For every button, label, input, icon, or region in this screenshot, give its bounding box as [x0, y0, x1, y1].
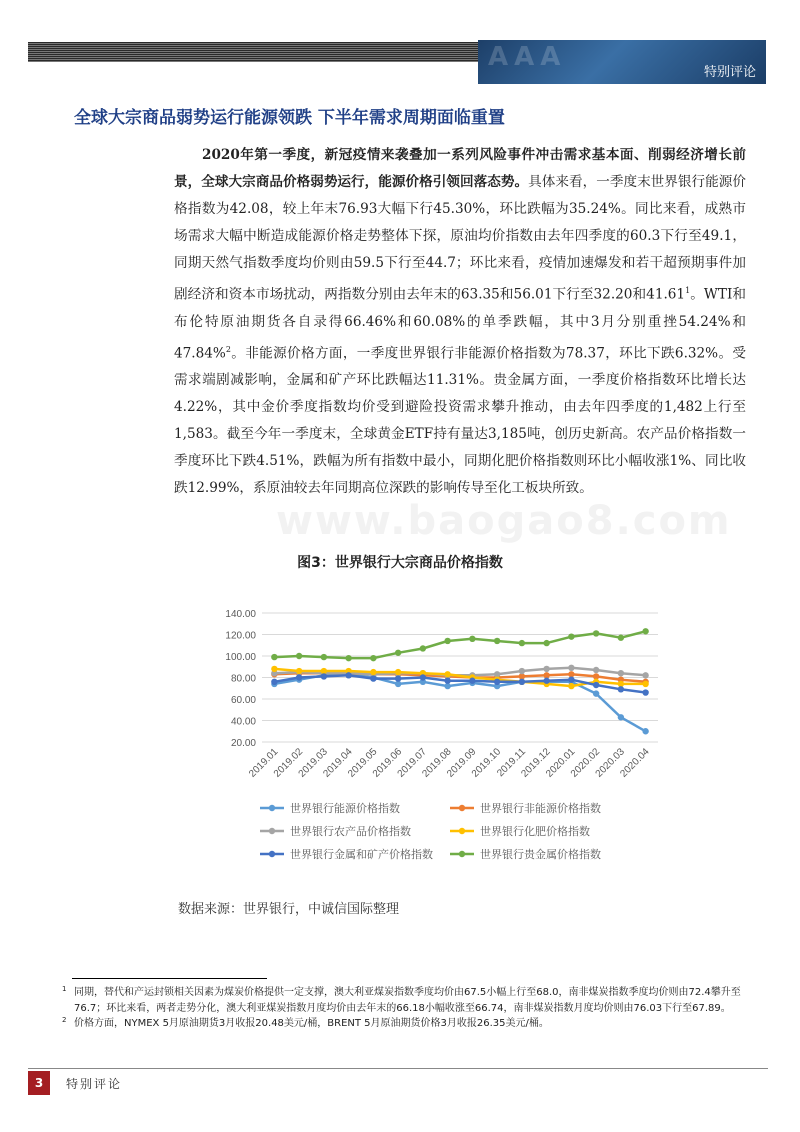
series-line [274, 631, 645, 658]
data-point [568, 676, 574, 682]
data-point [519, 679, 525, 685]
data-point [469, 678, 475, 684]
data-point [296, 674, 302, 680]
data-point [568, 633, 574, 639]
lead-sentence: 2020年第一季度，新冠疫情来袭叠加一系列风险事件冲击需求基本面、削弱经济增长前景，全球大宗商品价格弱势运行，能源价格引领回落态势。 [174, 147, 746, 190]
data-point [642, 689, 648, 695]
data-point [593, 667, 599, 673]
data-point [543, 678, 549, 684]
data-point [618, 686, 624, 692]
x-tick-label: 2019.09 [445, 746, 479, 780]
data-point [370, 655, 376, 661]
data-point [296, 668, 302, 674]
data-point [444, 671, 450, 677]
data-source: 数据来源：世界银行，中诚信国际整理 [178, 902, 400, 917]
footnote-ref-2[interactable]: 2 [225, 344, 231, 354]
data-point [642, 728, 648, 734]
data-point [321, 673, 327, 679]
x-tick-label: 2020.04 [618, 746, 652, 780]
y-tick-label: 100.00 [225, 652, 256, 663]
header-stripe-bar [28, 42, 478, 62]
data-point [420, 645, 426, 651]
data-point [618, 714, 624, 720]
data-point [618, 670, 624, 676]
data-point [370, 675, 376, 681]
body-paragraph [174, 142, 746, 502]
footnote-divider [72, 978, 267, 979]
legend-label: 世界银行贵金属价格指数 [480, 848, 601, 861]
data-point [271, 654, 277, 660]
x-tick-label: 2019.10 [469, 746, 504, 780]
legend-marker [459, 805, 465, 811]
data-point [420, 674, 426, 680]
x-tick-label: 2019.11 [495, 746, 528, 780]
figure-title: 图3：世界银行大宗商品价格指数 [297, 555, 503, 571]
x-tick-label: 2019.06 [370, 746, 405, 780]
footnote-ref-1[interactable]: 1 [685, 286, 691, 295]
footer-label: 特别评论 [66, 1077, 123, 1091]
legend-label: 世界银行能源价格指数 [290, 802, 400, 815]
data-point [321, 654, 327, 660]
header-section-label: 特别评论 [703, 65, 756, 80]
legend-marker [459, 828, 465, 834]
y-tick-label: 20.00 [230, 738, 256, 749]
y-tick-label: 40.00 [230, 716, 256, 728]
legend-label: 世界银行金属和矿产价格指数 [290, 848, 433, 861]
y-tick-label: 120.00 [225, 630, 256, 642]
article-title: 全球大宗商品弱势运行能源领跌 下半年需求周期面临重置 [74, 108, 505, 128]
data-point [593, 630, 599, 636]
data-point [543, 640, 549, 646]
footnote-marker: 1 [62, 985, 67, 993]
x-tick-label: 2019.03 [296, 746, 330, 780]
footnote-text: 价格方面，NYMEX 5月原油期货3月收报20.48美元/桶，BRENT 5月原油期货价格3月收报26.35美元/桶。 [74, 1018, 549, 1029]
data-point [568, 665, 574, 671]
x-tick-label: 2019.04 [321, 746, 355, 780]
footnote-text: 同期，替代和产运封锁相关因素为煤炭价格提供一定支撑，澳大利亚煤炭指数季度均价由67.5小幅上行至68.0，南非煤炭指数季度均价则由72.4攀升至76.7；环比来看，两者走势分化，澳大利亚煤炭指数月度均价由去年末的66.18小幅收涨至66.74，南非煤炭指数月度均价则由76.03下行至67.89。 [74, 987, 741, 1014]
x-tick-label: 2020.01 [544, 746, 578, 780]
watermark: www.baogao8.com [276, 498, 732, 544]
data-point [494, 638, 500, 644]
data-point [271, 666, 277, 672]
header-banner [478, 40, 766, 84]
x-tick-label: 2019.07 [395, 746, 429, 780]
legend-marker [269, 828, 275, 834]
data-point [395, 675, 401, 681]
x-tick-label: 2019.02 [271, 746, 306, 780]
footnote-1 [62, 985, 770, 1016]
x-tick-label: 2019.05 [346, 746, 380, 780]
data-point [642, 672, 648, 678]
data-point [370, 669, 376, 675]
data-point [519, 668, 525, 674]
body-text-seg1: 具体来看，一季度末世界银行能源价格指数为42.08，较上年末76.93大幅下行45.30%，环比跌幅为35.24%。同比来看，成熟市场需求大幅中断造成能源价格走势整体下探，原油均价指数由去年四季度的60.3下行至49.1，同期天然气指数季度均价则由59.5下行至44.7；环比来看，疫情加速爆发和若干超预期事件加剧经济和资本市场扰动，两指数分别由去年末的63.35和56.01下行至32.20和41.61 [174, 174, 746, 303]
x-tick-label: 2020.03 [593, 746, 627, 780]
data-point [469, 636, 475, 642]
data-point [642, 681, 648, 687]
legend-marker [269, 851, 275, 857]
y-tick-label: 140.00 [225, 609, 256, 620]
footnote-marker: 2 [62, 1016, 67, 1024]
data-point [395, 650, 401, 656]
x-tick-label: 2020.02 [568, 746, 603, 780]
data-point [345, 655, 351, 661]
data-point [395, 669, 401, 675]
data-point [444, 678, 450, 684]
footnotes [62, 985, 770, 1032]
x-tick-label: 2019.01 [247, 746, 281, 780]
legend-label: 世界银行农产品价格指数 [290, 825, 411, 838]
y-tick-label: 60.00 [230, 695, 256, 706]
y-tick-label: 80.00 [230, 673, 256, 685]
legend-label: 世界银行化肥价格指数 [480, 825, 590, 838]
data-point [444, 638, 450, 644]
data-point [296, 653, 302, 659]
data-point [642, 628, 648, 634]
data-point [568, 683, 574, 689]
data-point [519, 640, 525, 646]
data-point [593, 682, 599, 688]
data-point [345, 672, 351, 678]
commodity-index-line-chart [200, 595, 670, 870]
legend-label: 世界银行非能源价格指数 [480, 802, 601, 815]
data-point [593, 690, 599, 696]
footer-divider [28, 1068, 768, 1069]
data-point [494, 679, 500, 685]
body-text-seg2: 。WTI和布伦特原油期货各自录得66.46%和60.08%的单季跌幅，其中3月分别重挫54.24%和47.84% [174, 286, 746, 362]
data-point [543, 666, 549, 672]
legend-marker [269, 805, 275, 811]
x-tick-label: 2019.12 [519, 746, 553, 780]
footnote-2 [62, 1016, 770, 1032]
page-number: 3 [28, 1071, 50, 1095]
data-point [271, 679, 277, 685]
header-decoration: AAA [488, 42, 567, 72]
legend-marker [459, 851, 465, 857]
x-tick-label: 2019.08 [420, 746, 454, 780]
data-point [618, 635, 624, 641]
body-text-seg3: 。非能源价格方面，一季度世界银行非能源价格指数为78.37，环比下跌6.32%。受需求端剧减影响，金属和矿产环比跌幅达11.31%。贵金属方面，一季度价格指数环比增长达4.22%，其中金价季度指数均价受到避险投资需求攀升推动，由去年四季度的1,482上行至1,583。截至今年一季度末，全球黄金ETF持有量达3,185吨，创历史新高。农产品价格指数一季度环比下跌4.51%，跌幅为所有指数中最小，同期化肥价格指数则环比小幅收涨1%、同比收跌12.99%，系原油较去年同期高位深跌的影响传导至化工板块所致。 [174, 345, 746, 497]
